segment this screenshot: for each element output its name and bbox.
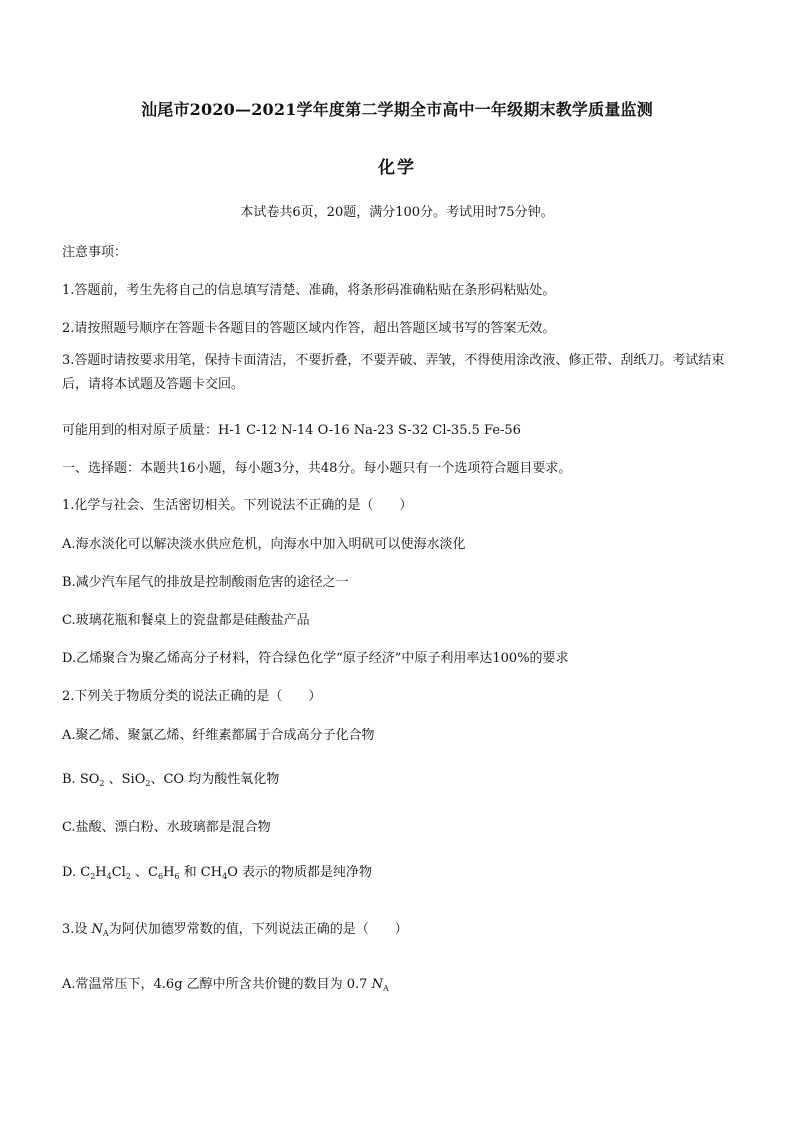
question-2-stem: 2.下列关于物质分类的说法正确的是（ ） (62, 689, 322, 704)
question-1-option-c: C.玻璃花瓶和餐桌上的瓷盘都是硅酸盐产品 (62, 613, 310, 628)
exam-title: 汕尾市2020—2021学年度第二学期全市高中一年级期末教学质量监测 (141, 100, 653, 119)
notice-item-2: 2.请按照题号顺序在答题卡各题目的答题区域内作答，超出答题区域书写的答案无效。 (62, 321, 556, 336)
section-heading: 一、选择题：本题共16小题，每小题3分，共48分。每小题只有一个选项符合题目要求。 (62, 461, 572, 476)
exam-info: 本试卷共6页，20题，满分100分。考试用时75分钟。 (240, 205, 554, 220)
question-1-option-b: B.减少汽车尾气的排放是控制酸雨危害的途径之一 (62, 575, 349, 590)
question-3-stem: 3.设 $N_A$为阿伏加德罗常数的值，下列说法正确的是（ ） (62, 922, 408, 938)
subject-title: 化学 (378, 158, 416, 178)
question-3-option-a: A.常温常压下，4.6g 乙醇中所含共价键的数目为 0.7 $N_A$ (62, 977, 389, 993)
notice-heading: 注意事项： (62, 245, 128, 260)
question-2-option-d: D. $C_2H_4Cl_2$ 、$C_6H_6$ 和 $CH_4O$ 表示的物质都是纯净物 (62, 865, 372, 881)
question-2-option-a: A.聚乙烯、聚氯乙烯、纤维素都属于合成高分子化合物 (62, 728, 375, 743)
notice-item-1: 1.答题前，考生先将自己的信息填写清楚、准确，将条形码准确粘贴在条形码粘贴处。 (62, 283, 556, 298)
question-1-stem: 1.化学与社会、生活密切相关。下列说法不正确的是（ ） (62, 498, 413, 513)
atomic-masses: 可能用到的相对原子质量：H-1 C-12 N-14 O-16 Na-23 S-32 Cl-35.5 Fe-56 (62, 423, 521, 438)
question-1-option-d: D.乙烯聚合为聚乙烯高分子材料，符合绿色化学“原子经济”中原子利用率达100%的要求 (62, 651, 569, 666)
question-2-option-b: B. $SO_2$ 、SiO$_2$、CO 均为酸性氧化物 (62, 772, 280, 788)
notice-item-3: 3.答题时请按要求用笔，保持卡面清洁，不要折叠，不要弄破、弄皱，不得使用涂改液、修正带、刮纸刀。考试结束后，请将本试题及答题卡交回。 (62, 353, 725, 392)
question-2-option-c: C.盐酸、漂白粉、水玻璃都是混合物 (62, 820, 271, 835)
question-1-option-a: A.海水淡化可以解决淡水供应危机，向海水中加入明矾可以使海水淡化 (62, 537, 466, 552)
